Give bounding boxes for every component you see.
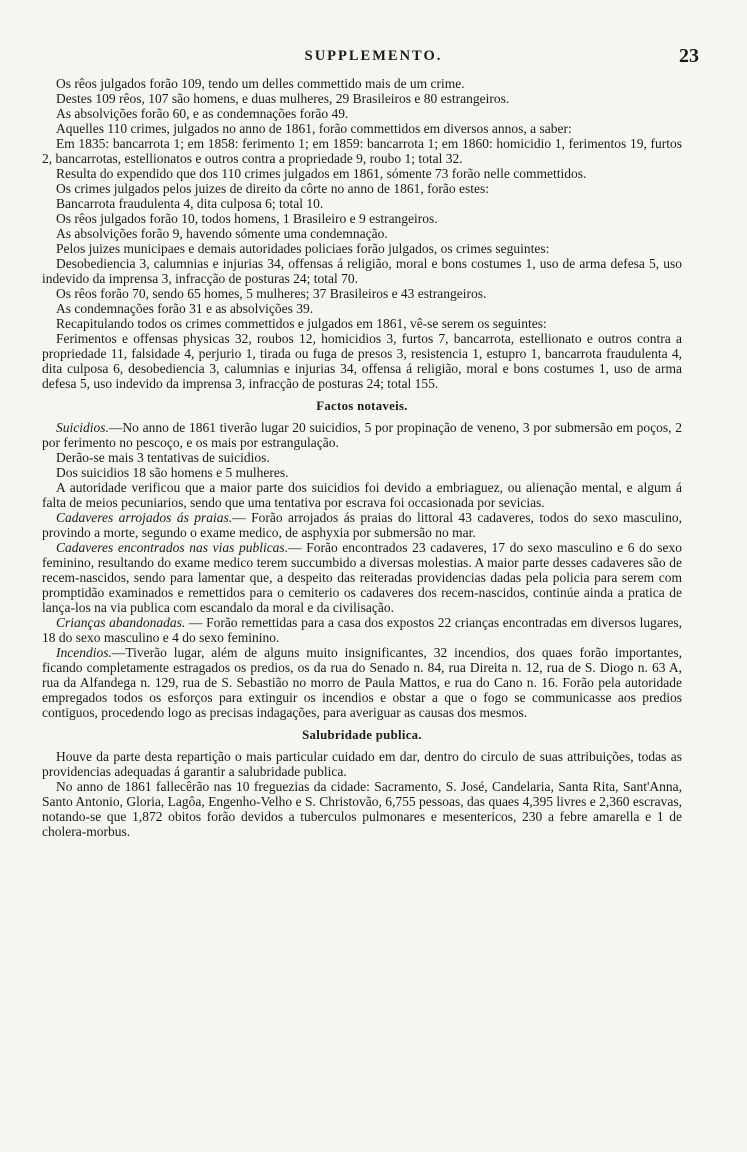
paragraph: Aquelles 110 crimes, julgados no anno de 1861, forão commettidos em diversos annos, a saber: (56, 121, 572, 136)
paragraph: Houve da parte desta repartição o mais particular cuidado em dar, dentro do circulo de suas attribuições, todas as providencias adequadas á garantir a salubridade publica. (42, 749, 682, 779)
paragraph: As absolvições forão 60, e as condemnações forão 49. (56, 106, 349, 121)
paragraph: Desobediencia 3, calumnias e injurias 34, offensas á religião, moral e bons costumes 1, uso de arma defesa 5, uso indevido da imprensa 3, infracção de posturas 24; total 70. (42, 256, 682, 286)
paragraph: Dos suicidios 18 são homens e 5 mulheres. (56, 465, 289, 480)
paragraph-incendios (42, 645, 682, 720)
paragraph-text: — Forão remettidas para a casa dos expostos 22 crianças encontradas em diversos lugares, 18 do sexo masculino e 4 do sexo feminino. (42, 615, 682, 645)
paragraph-text: —No anno de 1861 tiverão lugar 20 suicidios, 5 por propinação de veneno, 3 por submersão em poços, 2 por ferimento no pescoço, e os mais por estrangulação. (42, 420, 682, 450)
run-in-label: Cadaveres encontrados nas vias publicas. (56, 540, 289, 555)
paragraph: A autoridade verificou que a maior parte dos suicidios foi devido a embriaguez, ou alienação mental, e algum á falta de meios pecuniarios, sendo que uma tentativa por escrava foi occasionada por sevicias. (42, 480, 682, 510)
paragraph-cadaveres-vias (42, 540, 682, 615)
paragraph: Em 1835: bancarrota 1; em 1858: ferimento 1; em 1859: bancarrota 1; em 1860: homicidio 1, ferimentos 19, furtos 2, bancarrotas, estellionatos e outros contra a propriedade 9, roubo 1; total 32. (42, 136, 682, 166)
paragraph: Recapitulando todos os crimes commettidos e julgados em 1861, vê-se serem os seguintes: (56, 316, 547, 331)
run-in-label: Incendios. (56, 645, 112, 660)
paragraph: Ferimentos e offensas physicas 32, roubos 12, homicidios 3, furtos 7, bancarrota, estellionato e outros contra a propriedade 11, falsidade 4, perjurio 1, tirada ou fuga de presos 3, resistencia 1, estupro 1, bancarrota fraudulenta 4, dita culposa 6, desobediencia 3, calumnias e injurias 34, offensa á religião, moral e bons costumes 1, uso de arma defesa 5, uso indevido da imprensa 3, infracção de posturas 24; total 155. (42, 331, 682, 391)
section-heading-factos: Factos notaveis. (316, 399, 408, 413)
paragraph: Os crimes julgados pelos juizes de direito da côrte no anno de 1861, forão estes: (56, 181, 490, 196)
running-head (40, 45, 707, 72)
page-body (42, 76, 682, 839)
paragraph: Os rêos forão 70, sendo 65 homes, 5 mulheres; 37 Brasileiros e 43 estrangeiros. (56, 286, 487, 301)
paragraph: Bancarrota fraudulenta 4, dita culposa 6; total 10. (56, 196, 324, 211)
paragraph: Destes 109 rêos, 107 são homens, e duas mulheres, 29 Brasileiros e 80 estrangeiros. (56, 91, 510, 106)
paragraph: As absolvições forão 9, havendo sómente uma condemnação. (56, 226, 388, 241)
paragraph-criancas (42, 615, 682, 645)
paragraph-cadaveres-praias (42, 510, 682, 540)
paragraph: No anno de 1861 fallecêrão nas 10 freguezias da cidade: Sacramento, S. José, Candelaria, Santa Rita, Sant'Anna, Santo Antonio, Gloria, Lagôa, Engenho-Velho e S. Christovão, 6,755 pessoas, das quaes 4,395 livres e 2,360 escravas, notando-se que 1,872 obitos forão devidos a tuberculos pulmonares e mesentericos, 230 a febre amarella e 1 de cholera-morbus. (42, 779, 682, 839)
run-in-label: Crianças abandonadas. (56, 615, 186, 630)
page-number: 23 (679, 45, 699, 67)
paragraph-suicidios (42, 420, 682, 450)
run-in-label: Cadaveres arrojados ás praias. (56, 510, 233, 525)
page-title: SUPPLEMENTO. (304, 48, 443, 64)
paragraph: Os rêos julgados forão 10, todos homens, 1 Brasileiro e 9 estrangeiros. (56, 211, 438, 226)
paragraph: Resulta do expendido que dos 110 crimes julgados em 1861, sómente 73 forão nelle commettidos. (56, 166, 587, 181)
paragraph-text: — Forão encontrados 23 cadaveres, 17 do sexo masculino e 6 do sexo feminino, resultando do exame medico terem succumbido a diversas molestias. A maior parte desses cadaveres são de recem-nascidos, sendo para lamentar que, a despeito das reiteradas providencias dadas pela policia para serem com promptidão examinados e remettidos para o cemiterio os cadaveres dos recem-nascidos, continúe ainda a pratica de lança-los na via publica com escandalo da moral e da civilisação. (42, 540, 683, 615)
paragraph: Derão-se mais 3 tentativas de suicidios. (56, 450, 270, 465)
section-heading-salubridade: Salubridade publica. (302, 728, 422, 742)
paragraph-text: —Tiverão lugar, além de alguns muito insignificantes, 32 incendios, dos quaes forão importantes, ficando completamente estragados os predios, os da rua do Senado n. 84, rua Direita n. 12, rua de S. Diogo n. 63 A, rua da Alfandega n. 129, rua de S. Sebastião no morro de Paula Mattos, e rua do Cano n. 16. Forão pela autoridade empregados todos os esforços para extinguir os incendios e obstar a que o fogo se communicasse aos predios contiguos, procedendo logo as precisas indagações, para averiguar as causas dos mesmos. (42, 645, 682, 720)
paragraph-text: — Forão arrojados ás praias do littoral 43 cadaveres, todos do sexo masculino, provindo a morte, segundo o exame medico, de asphyxia por submersão no mar. (42, 510, 682, 540)
paragraph: As condemnações forão 31 e as absolvições 39. (56, 301, 314, 316)
run-in-label: Suicidios. (56, 420, 109, 435)
paragraph: Pelos juizes municipaes e demais autoridades policiaes forão julgados, os crimes seguintes: (56, 241, 550, 256)
paragraph: Os rêos julgados forão 109, tendo um delles commettido mais de um crime. (56, 76, 465, 91)
